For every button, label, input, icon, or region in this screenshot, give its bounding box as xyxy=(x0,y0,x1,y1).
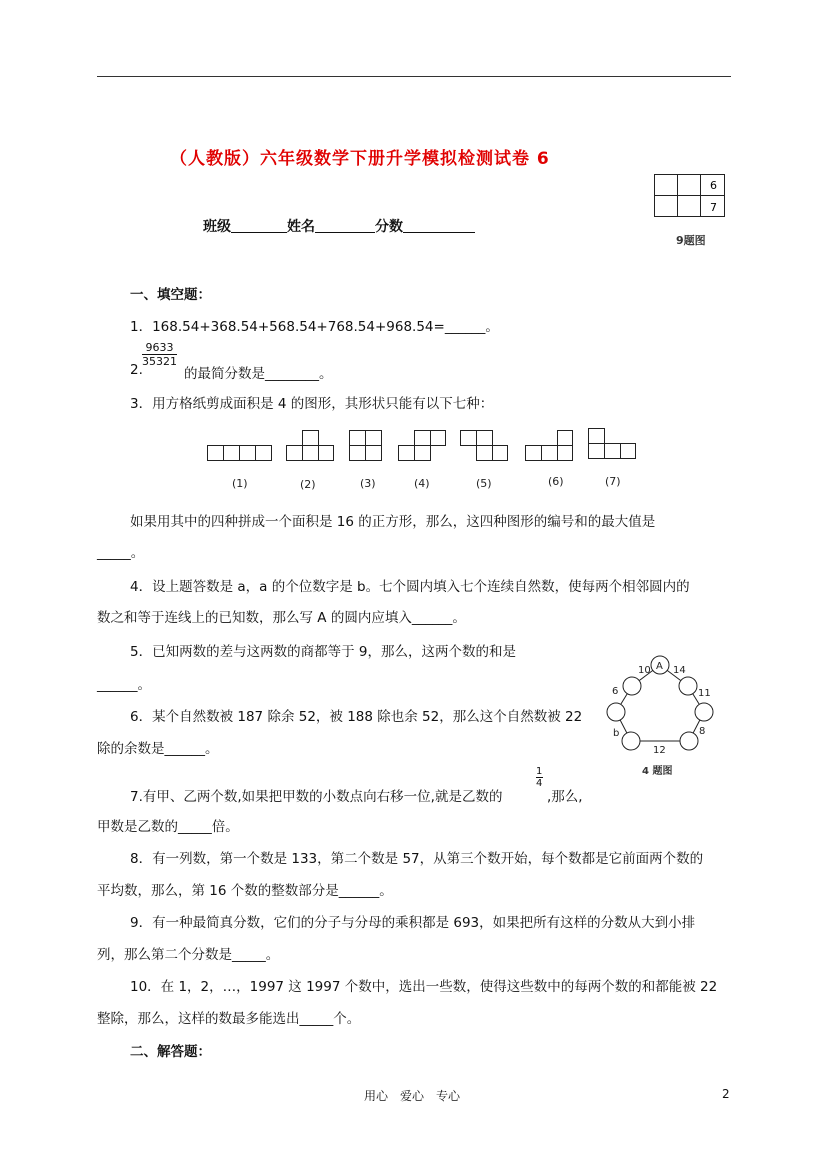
question-3-answer-blank: _____。 xyxy=(97,545,145,561)
shape-4 xyxy=(399,431,446,461)
question-5-line-1: 5．已知两数的差与这两数的商都等于 9，那么，这两个数的和是 xyxy=(130,644,516,660)
edge-label-6: 6 xyxy=(612,686,619,697)
tetromino-shapes xyxy=(200,424,650,496)
shape-7 xyxy=(589,429,636,459)
shape-label-2: (2) xyxy=(300,478,316,491)
grid-cell-7: 7 xyxy=(710,201,717,214)
edge-label-10: 10 xyxy=(638,665,651,676)
figure-9-grid xyxy=(654,174,726,220)
figure-4-circles xyxy=(596,650,726,780)
question-2-text: 的最简分数是________。 xyxy=(184,366,333,382)
circle-label-a: A xyxy=(656,661,663,672)
class-blank xyxy=(231,218,287,233)
shape-3 xyxy=(350,431,382,461)
shape-2 xyxy=(287,431,334,461)
edge-label-14: 14 xyxy=(673,665,686,676)
shape-6 xyxy=(526,431,573,461)
question-10-line-2: 整除，那么，这样的数最多能选出_____个。 xyxy=(97,1011,361,1027)
shape-label-1: (1) xyxy=(232,477,248,490)
figure-4-caption: 4 题图 xyxy=(642,766,673,777)
shape-label-6: (6) xyxy=(548,475,564,488)
footer-motto: 用心 爱心 专心 xyxy=(364,1089,461,1103)
question-4-line-1: 4．设上题答数是 a，a 的个位数字是 b。七个圆内填入七个连续自然数，使每两个相邻圆内的 xyxy=(130,579,690,595)
shape-label-5: (5) xyxy=(476,477,492,490)
question-9-line-2: 列，那么第二个分数是_____。 xyxy=(97,947,280,963)
question-5-line-2: ______。 xyxy=(97,677,151,693)
question-3: 3．用方格纸剪成面积是 4 的图形，其形状只能有以下七种： xyxy=(130,396,494,412)
shape-5 xyxy=(461,431,508,461)
figure-9-caption: 9题图 xyxy=(676,234,706,247)
edge-label-8: 8 xyxy=(699,726,706,737)
shape-label-3: (3) xyxy=(360,477,376,490)
question-10-line-1: 10．在 1，2，…，1997 这 1997 个数中，选出一些数，使得这些数中的每两个数的和都能被 22 xyxy=(130,979,718,995)
student-info-line xyxy=(203,216,475,236)
question-7-line-1: 7.有甲、乙两个数,如果把甲数的小数点向右移一位,就是乙数的 xyxy=(130,789,503,805)
shape-1 xyxy=(208,446,272,461)
fraction-denominator: 35321 xyxy=(142,355,177,368)
question-2-number: 2. xyxy=(130,362,143,378)
edge-label-11: 11 xyxy=(698,688,711,699)
name-label: 姓名 xyxy=(287,219,315,235)
fraction-numerator: 9633 xyxy=(142,341,177,355)
name-blank xyxy=(315,218,375,233)
fraction-numerator: 1 xyxy=(536,766,543,777)
grid-cell-6: 6 xyxy=(710,179,717,192)
question-8-line-1: 8．有一列数，第一个数是 133，第二个数是 57，从第三个数开始，每个数都是它前面两个数的 xyxy=(130,851,704,867)
question-7-line-1-end: ,那么, xyxy=(547,789,583,805)
fraction-denominator: 4 xyxy=(536,778,543,789)
class-label: 班级 xyxy=(203,219,231,235)
question-4-line-2: 数之和等于连线上的已知数，那么写 A 的圆内应填入______。 xyxy=(97,610,466,626)
shape-label-7: (7) xyxy=(605,475,621,488)
header-rule xyxy=(97,76,731,77)
shape-label-4: (4) xyxy=(414,477,430,490)
question-1: 1．168.54+368.54+568.54+768.54+968.54=______。 xyxy=(130,319,499,335)
question-9-line-1: 9．有一种最简真分数，它们的分子与分母的乘积都是 693，如果把所有这样的分数从大到小排 xyxy=(130,915,696,931)
question-8-line-2: 平均数，那么，第 16 个数的整数部分是______。 xyxy=(97,883,393,899)
question-2-fraction xyxy=(142,341,177,368)
question-6-line-1: 6．某个自然数被 187 除余 52，被 188 除也余 52，那么这个自然数被 22 xyxy=(130,709,583,725)
page-title: （人教版）六年级数学下册升学模拟检测试卷 6 xyxy=(170,149,550,169)
section-1-title: 一、填空题： xyxy=(130,287,211,303)
circle-label-b: b xyxy=(613,728,620,739)
score-label: 分数 xyxy=(375,219,403,235)
question-3-continued: 如果用其中的四种拼成一个面积是 16 的正方形，那么，这四种图形的编号和的最大值是 xyxy=(130,514,656,530)
question-7-line-2: 甲数是乙数的_____倍。 xyxy=(97,819,239,835)
edge-label-12: 12 xyxy=(653,745,666,756)
page-number: 2 xyxy=(722,1087,730,1101)
question-6-line-2: 除的余数是______。 xyxy=(97,741,219,757)
question-7-fraction xyxy=(535,766,543,789)
score-blank xyxy=(403,218,475,233)
section-2-title: 二、解答题： xyxy=(130,1044,211,1060)
